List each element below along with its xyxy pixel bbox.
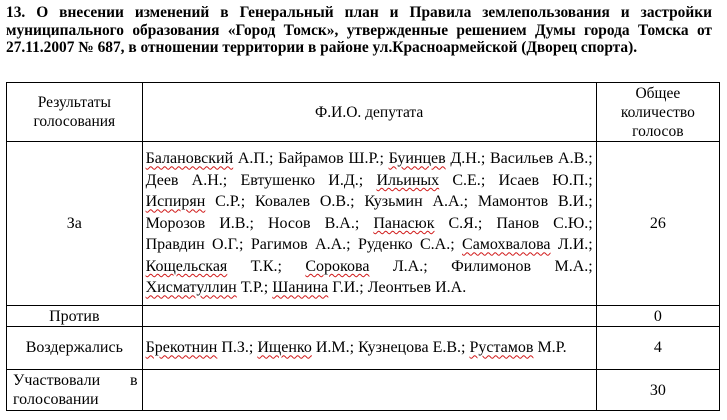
deputy-name: Брекотнин П.З.: [145, 339, 249, 357]
deputy-name: Рустамов М.Р.: [469, 339, 567, 357]
result-label: Воздержались: [7, 327, 143, 370]
table-row: [7, 327, 720, 370]
deputy-name: Панасюк С.Я.: [373, 214, 478, 232]
deputy-name: Морозов И.В.: [145, 214, 250, 232]
item-heading: 13. О внесении изменений в Генеральный план и Правила землепользования и застройки муниципального образования «Город Томск», утвержденные решением Думы города Томска от 27.11.2007 № 687, в отношении территории в районе ул.Красноармейской (Дворец спорта).: [6, 4, 712, 56]
vote-count: 30: [596, 370, 719, 411]
vote-count: 0: [596, 306, 719, 327]
deputy-name: Леонтьев И.А.: [367, 279, 467, 297]
deputy-name: Панов С.Ю.: [496, 214, 589, 232]
result-label: Против: [7, 306, 143, 327]
header-deputy: Ф.И.О. депутата: [142, 83, 596, 142]
header-total-votes: Общее количество голосов: [596, 83, 719, 142]
vote-count: 26: [596, 142, 719, 306]
result-label: За: [7, 142, 143, 306]
deputy-name: Самохвалова Л.И.: [462, 236, 589, 254]
deputy-name: Кощельская Т.К.: [145, 257, 278, 275]
deputy-name: Ищенко И.М.: [257, 339, 350, 357]
deputy-name: Испирян С.Р.: [145, 193, 241, 211]
deputy-name: Рагимов А.А.: [250, 236, 347, 254]
header-results: Результаты голосования: [7, 83, 143, 142]
deputy-name: Шанина Г.И.: [272, 279, 360, 297]
deputy-name: Исаев Ю.П.: [498, 171, 589, 189]
table-header-row: [7, 83, 720, 142]
document-page: [6, 0, 719, 408]
deputy-name: Евтушенко И.Д.: [240, 171, 359, 189]
deputy-name: Ковалев О.В.: [254, 193, 351, 211]
table-row: [7, 142, 720, 306]
deputy-name: Байрамов Ш.Р.: [278, 150, 380, 168]
deputy-name: Руденко С.А.: [357, 236, 451, 254]
deputy-name: Балановский А.П.: [145, 150, 269, 168]
deputy-names: Балановский А.П.; Байрамов Ш.Р.; Буинцев Д.Н.; Васильев А.В.; Деев А.Н.; Евтушенко И.Д.; Ильиных С.Е.; Исаев Ю.П.; Испирян С.Р.; Ковалев О.В.; Кузьмин А.А.; Мамонтов В.И.; Морозов И.В.; Носов В.А.; Панасюк С.Я.; Панов С.Ю.; Правдин О.Г.; Рагимов А.А.; Руденко С.А.; Самохвалова Л.И.; Кощельская Т.К.; Сорокова Л.А.; Филимонов М.А.; Хисматуллин Т.Р.; Шанина Г.И.; Леонтьев И.А.: [142, 142, 596, 306]
deputy-name: Васильев А.В.: [489, 150, 589, 168]
deputy-names: [142, 306, 596, 327]
deputy-name: Филимонов М.А.: [451, 257, 589, 275]
deputy-name: Буинцев Д.Н.: [388, 150, 481, 168]
vote-count: 4: [596, 327, 719, 370]
deputy-name: Кузнецова Е.В.: [358, 339, 462, 357]
deputy-name: Сорокова Л.А.: [305, 257, 424, 275]
deputy-name: Носов В.А.: [267, 214, 355, 232]
deputy-names: Брекотнин П.З.; Ищенко И.М.; Кузнецова Е.В.; Рустамов М.Р.: [142, 327, 596, 370]
table-row: [7, 370, 720, 411]
deputy-name: Правдин О.Г.: [145, 236, 240, 254]
table-row: [7, 306, 720, 327]
deputy-name: Деев А.Н.: [145, 171, 223, 189]
deputy-name: Мамонтов В.И.: [477, 193, 589, 211]
deputy-name: Кузьмин А.А.: [364, 193, 464, 211]
deputy-name: Ильиных С.Е.: [376, 171, 481, 189]
result-label: Участвовали в голосовании: [7, 370, 143, 411]
deputy-name: Хисматуллин Т.Р.: [145, 279, 264, 297]
deputy-names: [142, 370, 596, 411]
voting-results-table: [6, 82, 720, 411]
